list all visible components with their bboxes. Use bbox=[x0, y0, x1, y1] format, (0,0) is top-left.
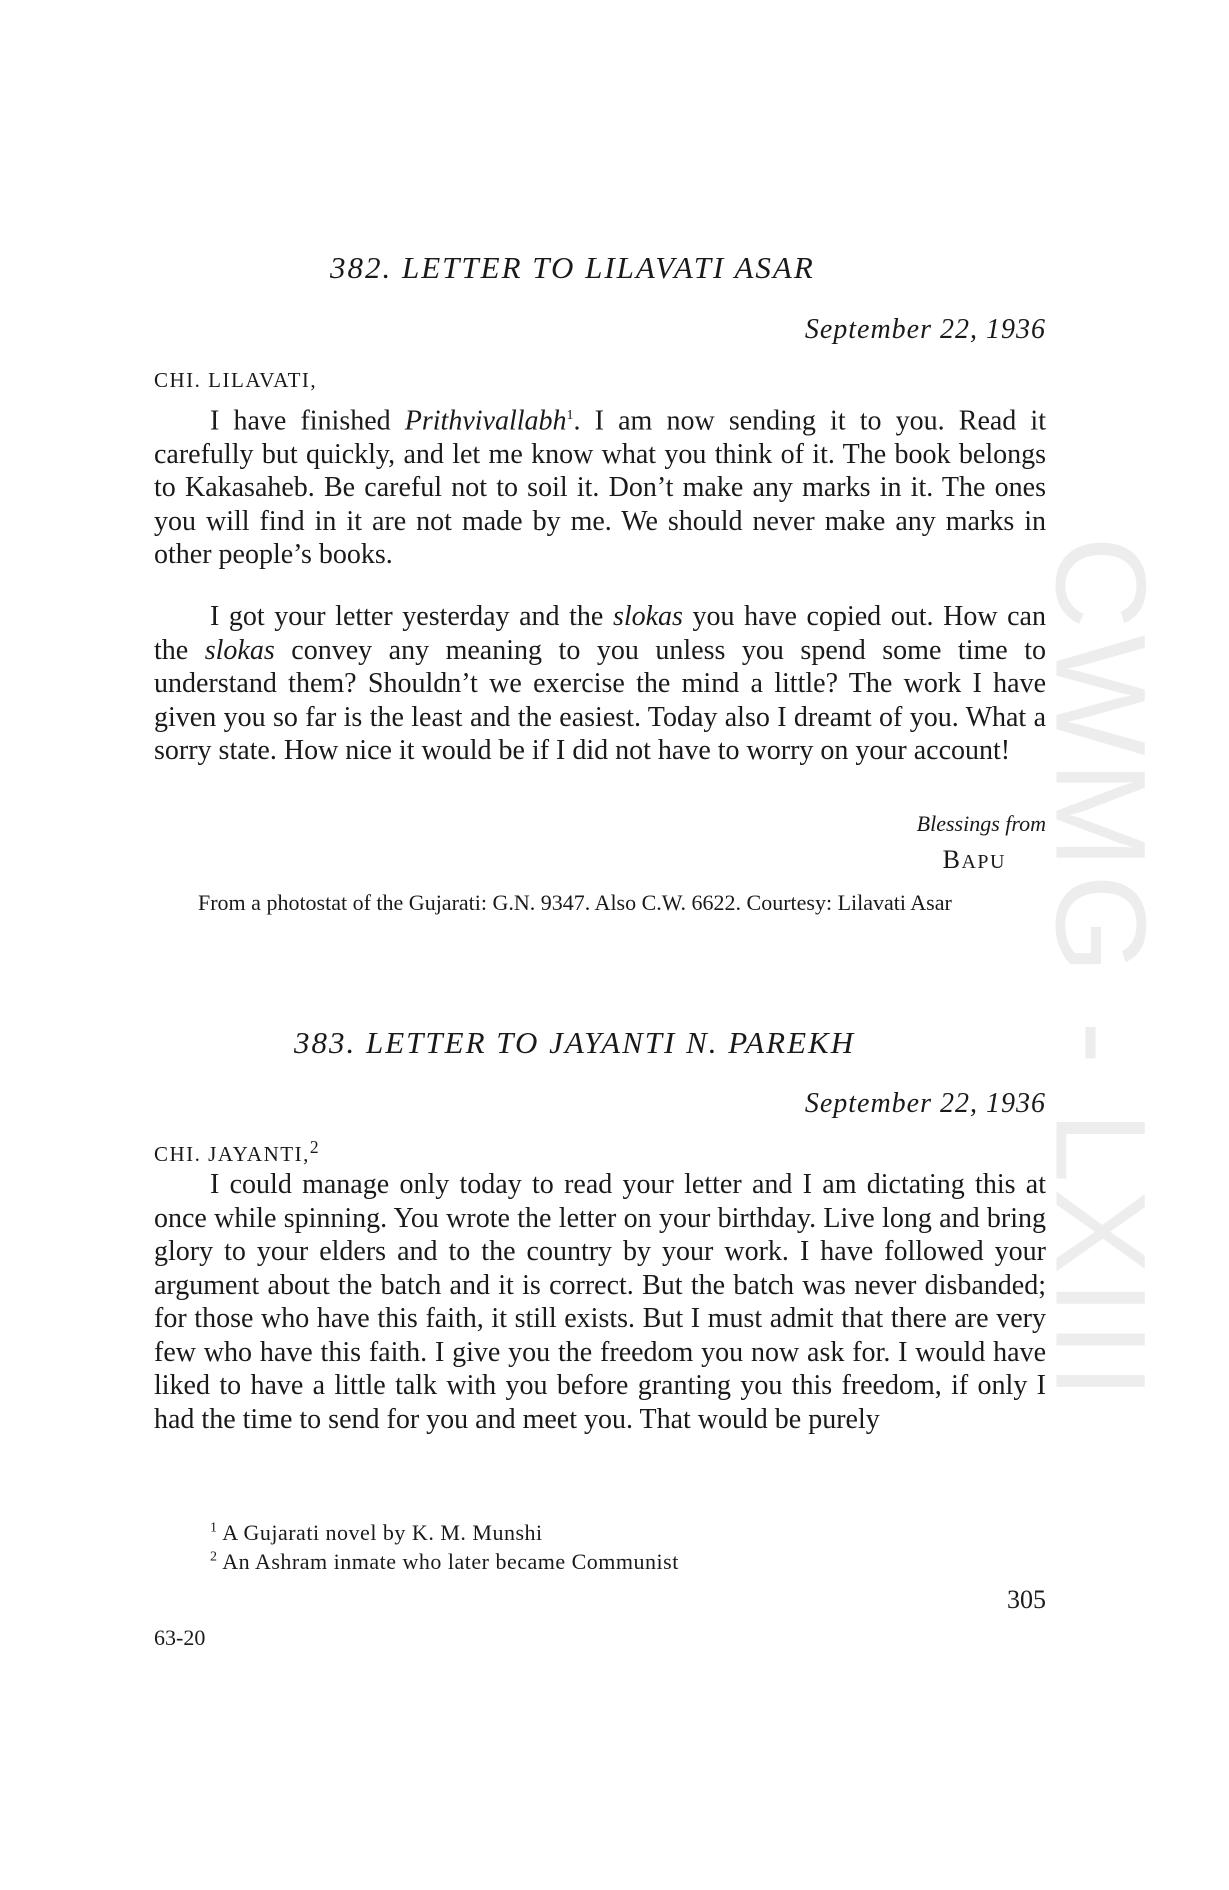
letter-382-paragraph-1: I have finished Prithvivallabh$^1$. I am now sending it to you. Read it carefully but quickly, and let me know what you think of it. The book belongs to Kakasaheb. Be careful not to soil it. Don’t make any marks in it. The ones you will find in it are not made by me. We should never make any marks in other people’s books. bbox=[154, 405, 1046, 571]
letter-382-source: From a photostat of the Gujarati: G.N. 9347. Also C.W. 6622. Courtesy: Lilavati Asar bbox=[198, 890, 952, 915]
signature-code: 63-20 bbox=[154, 1625, 206, 1650]
letter-383-date: September 22, 1936 bbox=[804, 1088, 1046, 1119]
footnote-ref-1: 1 bbox=[566, 408, 574, 423]
letter-382-closing: Blessings from bbox=[916, 811, 1046, 836]
footnote-1: $^1$ A Gujarati novel by K. M. Munshi bbox=[210, 1520, 543, 1545]
footnote-ref-2: 2 bbox=[309, 1137, 321, 1157]
letter-383-paragraph-1: I could manage only today to read your letter and I am dictating this at once while spinning. You wrote the letter on your birthday. Live long and bring glory to your elders and to the country by your work. I have followed your argument about the batch and it is correct. But the batch was never disbanded; for those who have this faith, it still exists. But I must admit that there are very few who have this faith. I give you the freedom you now ask for. I would have liked to have a little talk with you before granting you this freedom, if only I had the time to send for you and meet you. That would be purely bbox=[154, 1169, 1046, 1435]
watermark-text: CWMG - LXIII bbox=[1028, 535, 1172, 1405]
letter-383-salutation: CHI. JAYANTI,$^2$ bbox=[154, 1137, 321, 1166]
letter-382-date: September 22, 1936 bbox=[804, 314, 1046, 345]
letter-382-title: 382. LETTER TO LILAVATI ASAR bbox=[330, 250, 815, 285]
book-title: Prithvivallabh bbox=[404, 405, 567, 437]
letter-383-title: 383. LETTER TO JAYANTI N. PAREKH bbox=[294, 1025, 856, 1060]
footnote-2: $^2$ An Ashram inmate who later became Communist bbox=[210, 1549, 679, 1574]
letter-382-signature: BAPU bbox=[942, 845, 1006, 874]
page-number: 305 bbox=[1007, 1585, 1046, 1614]
letter-382-salutation: CHI. LILAVATI, bbox=[154, 368, 318, 392]
letter-382-paragraph-2: I got your letter yesterday and the slokas you have copied out. How can the slokas convey any meaning to you unless you spend some time to understand them? Shouldn’t we exercise the mind a little? The work I have given you so far is the least and the easiest. Today also I dreamt of you. What a sorry state. How nice it would be if I did not have to worry on your account! bbox=[154, 601, 1046, 766]
